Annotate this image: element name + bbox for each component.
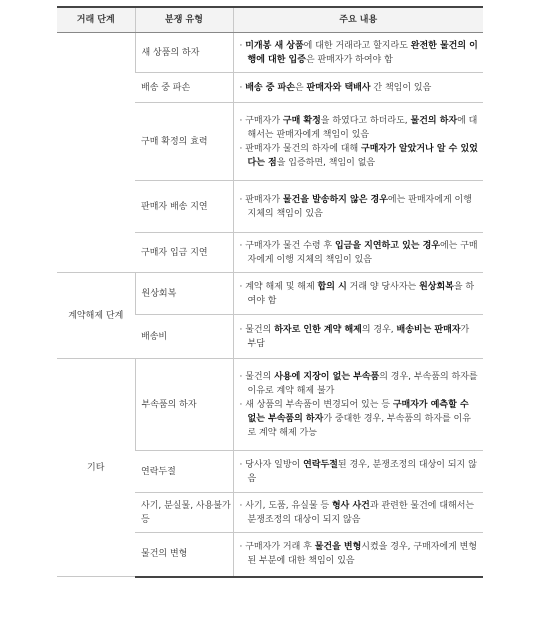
content-cell [233,73,483,103]
text-segment: 시켰을 경우, 구매자에게 변형된 부분에 대한 책임이 있음 [247,542,478,567]
text-segment: 물건의 [245,371,275,382]
emphasized-text: 입금을 지연하고 있는 경우 [334,240,440,251]
content-bullet [240,370,480,398]
dispute-type-cell: 부속품의 하자 [135,359,233,451]
content-bullet [240,193,480,221]
emphasized-text: 물건을 변형 [314,542,362,553]
text-segment: 은 [294,82,307,93]
emphasized-text: 연락두절 [303,459,338,470]
content-bullet [240,323,480,351]
emphasized-text: 미개봉 새 상품 [245,40,304,51]
dispute-type-cell: 배송비 [135,315,233,359]
stage-cell [57,33,135,273]
dispute-type-cell: 배송 중 파손 [135,73,233,103]
content-cell [233,315,483,359]
emphasized-text: 구매자가 예측할 수 없는 부속품의 하자 [247,399,469,424]
text-segment: 과 관련한 물건에 대해서는 분쟁조정의 대상이 되지 않음 [247,500,475,525]
table-row [57,33,483,73]
text-segment: 된 경우, 분쟁조정의 대상이 되지 않음 [247,459,477,484]
emphasized-text: 원상회복 [419,281,454,292]
emphasized-text: 하자로 인한 계약 해제 [274,324,362,335]
emphasized-text: 구매자가 알았거나 알 수 있었다는 점 [247,143,478,168]
dispute-table-container [57,6,483,578]
dispute-type-cell: 원상회복 [135,273,233,315]
text-segment: 새 상품의 부속품이 변경되어 있는 등 [245,399,393,410]
emphasized-text: 구매 확정 [282,115,321,126]
text-segment: 의 경우, 부속품의 하자를 이유로 계약 해제 불가 [247,371,478,396]
dispute-type-cell: 구매 확정의 효력 [135,103,233,181]
text-segment: 판매자가 물건의 하자에 대해 [245,143,362,154]
text-segment: 당사자 일방이 [245,459,304,470]
text-segment: 에 대해서는 판매자에게 책임이 있음 [247,115,478,140]
content-cell [233,33,483,73]
text-segment: 의 경우, [361,324,397,335]
content-cell [233,493,483,533]
text-segment: 을 입증하면, 책임이 없음 [276,157,376,168]
emphasized-text: 완전한 물건의 이행에 대한 입증 [247,40,478,65]
content-bullet [240,540,480,568]
text-segment: 을 하였다고 하더라도, [320,115,411,126]
content-bullet [240,239,480,267]
emphasized-text: 배송비는 판매자 [396,324,461,335]
emphasized-text: 물건의 하자 [410,115,458,126]
dispute-type-cell: 물건의 변형 [135,533,233,577]
text-segment: 에 대한 거래라고 할지라도 [303,40,411,51]
content-bullet [240,398,480,440]
content-cell [233,533,483,577]
text-segment: 구매자가 [245,115,283,126]
text-segment: 을 하여야 함 [247,281,475,306]
text-segment: 판매자가 [245,194,283,205]
emphasized-text: 물건을 발송하지 않은 경우 [282,194,388,205]
dispute-type-cell: 연락두절 [135,451,233,493]
table-header-row [57,7,483,33]
content-bullet [240,114,480,142]
dispute-table [57,6,483,578]
stage-cell: 기타 [57,359,135,577]
emphasized-text: 형사 사건 [331,500,370,511]
dispute-type-cell: 새 상품의 하자 [135,33,233,73]
emphasized-text: 사용에 지장이 없는 부속품 [274,371,380,382]
text-segment: 가 중대한 경우, 부속품의 하자를 이유로 계약 해제 가능 [247,413,471,438]
text-segment: 가 부담 [247,324,470,349]
text-segment: 물건의 [245,324,275,335]
header-stage: 거래 단계 [57,7,135,33]
content-cell [233,103,483,181]
content-cell [233,273,483,315]
text-segment: 은 판매자가 하여야 함 [305,54,393,65]
content-bullet [240,81,480,95]
content-cell [233,451,483,493]
content-bullet [240,499,480,527]
stage-cell: 계약해제 단계 [57,273,135,359]
text-segment: 사기, 도품, 유실물 등 [245,500,332,511]
header-dispute-type: 분쟁 유형 [135,7,233,33]
text-segment: 구매자가 거래 후 [245,542,315,553]
dispute-type-cell: 구매자 입금 지연 [135,233,233,273]
content-cell [233,359,483,451]
text-segment: 에는 판매자에게 이행 지체의 책임이 있음 [247,194,472,219]
dispute-type-cell: 판매자 배송 지연 [135,181,233,233]
emphasized-text: 합의 시 [317,281,347,292]
text-segment: 계약 해제 및 해제 [245,281,318,292]
content-bullet [240,280,480,308]
text-segment: 구매자가 물건 수령 후 [245,240,335,251]
content-bullet [240,39,480,67]
text-segment: 에는 구매자에게 이행 지체의 책임이 있음 [247,240,478,265]
emphasized-text: 배송 중 파손 [245,82,295,93]
content-bullet [240,142,480,170]
text-segment: 간 책임이 있음 [370,82,432,93]
content-cell [233,181,483,233]
text-segment: 거래 양 당사자는 [346,281,420,292]
dispute-type-cell: 사기, 분실물, 사용불가 등 [135,493,233,533]
table-row [57,359,483,451]
emphasized-text: 판매자와 택배사 [306,82,371,93]
content-cell [233,233,483,273]
header-main-content: 주요 내용 [233,7,483,33]
content-bullet [240,458,480,486]
table-row [57,273,483,315]
